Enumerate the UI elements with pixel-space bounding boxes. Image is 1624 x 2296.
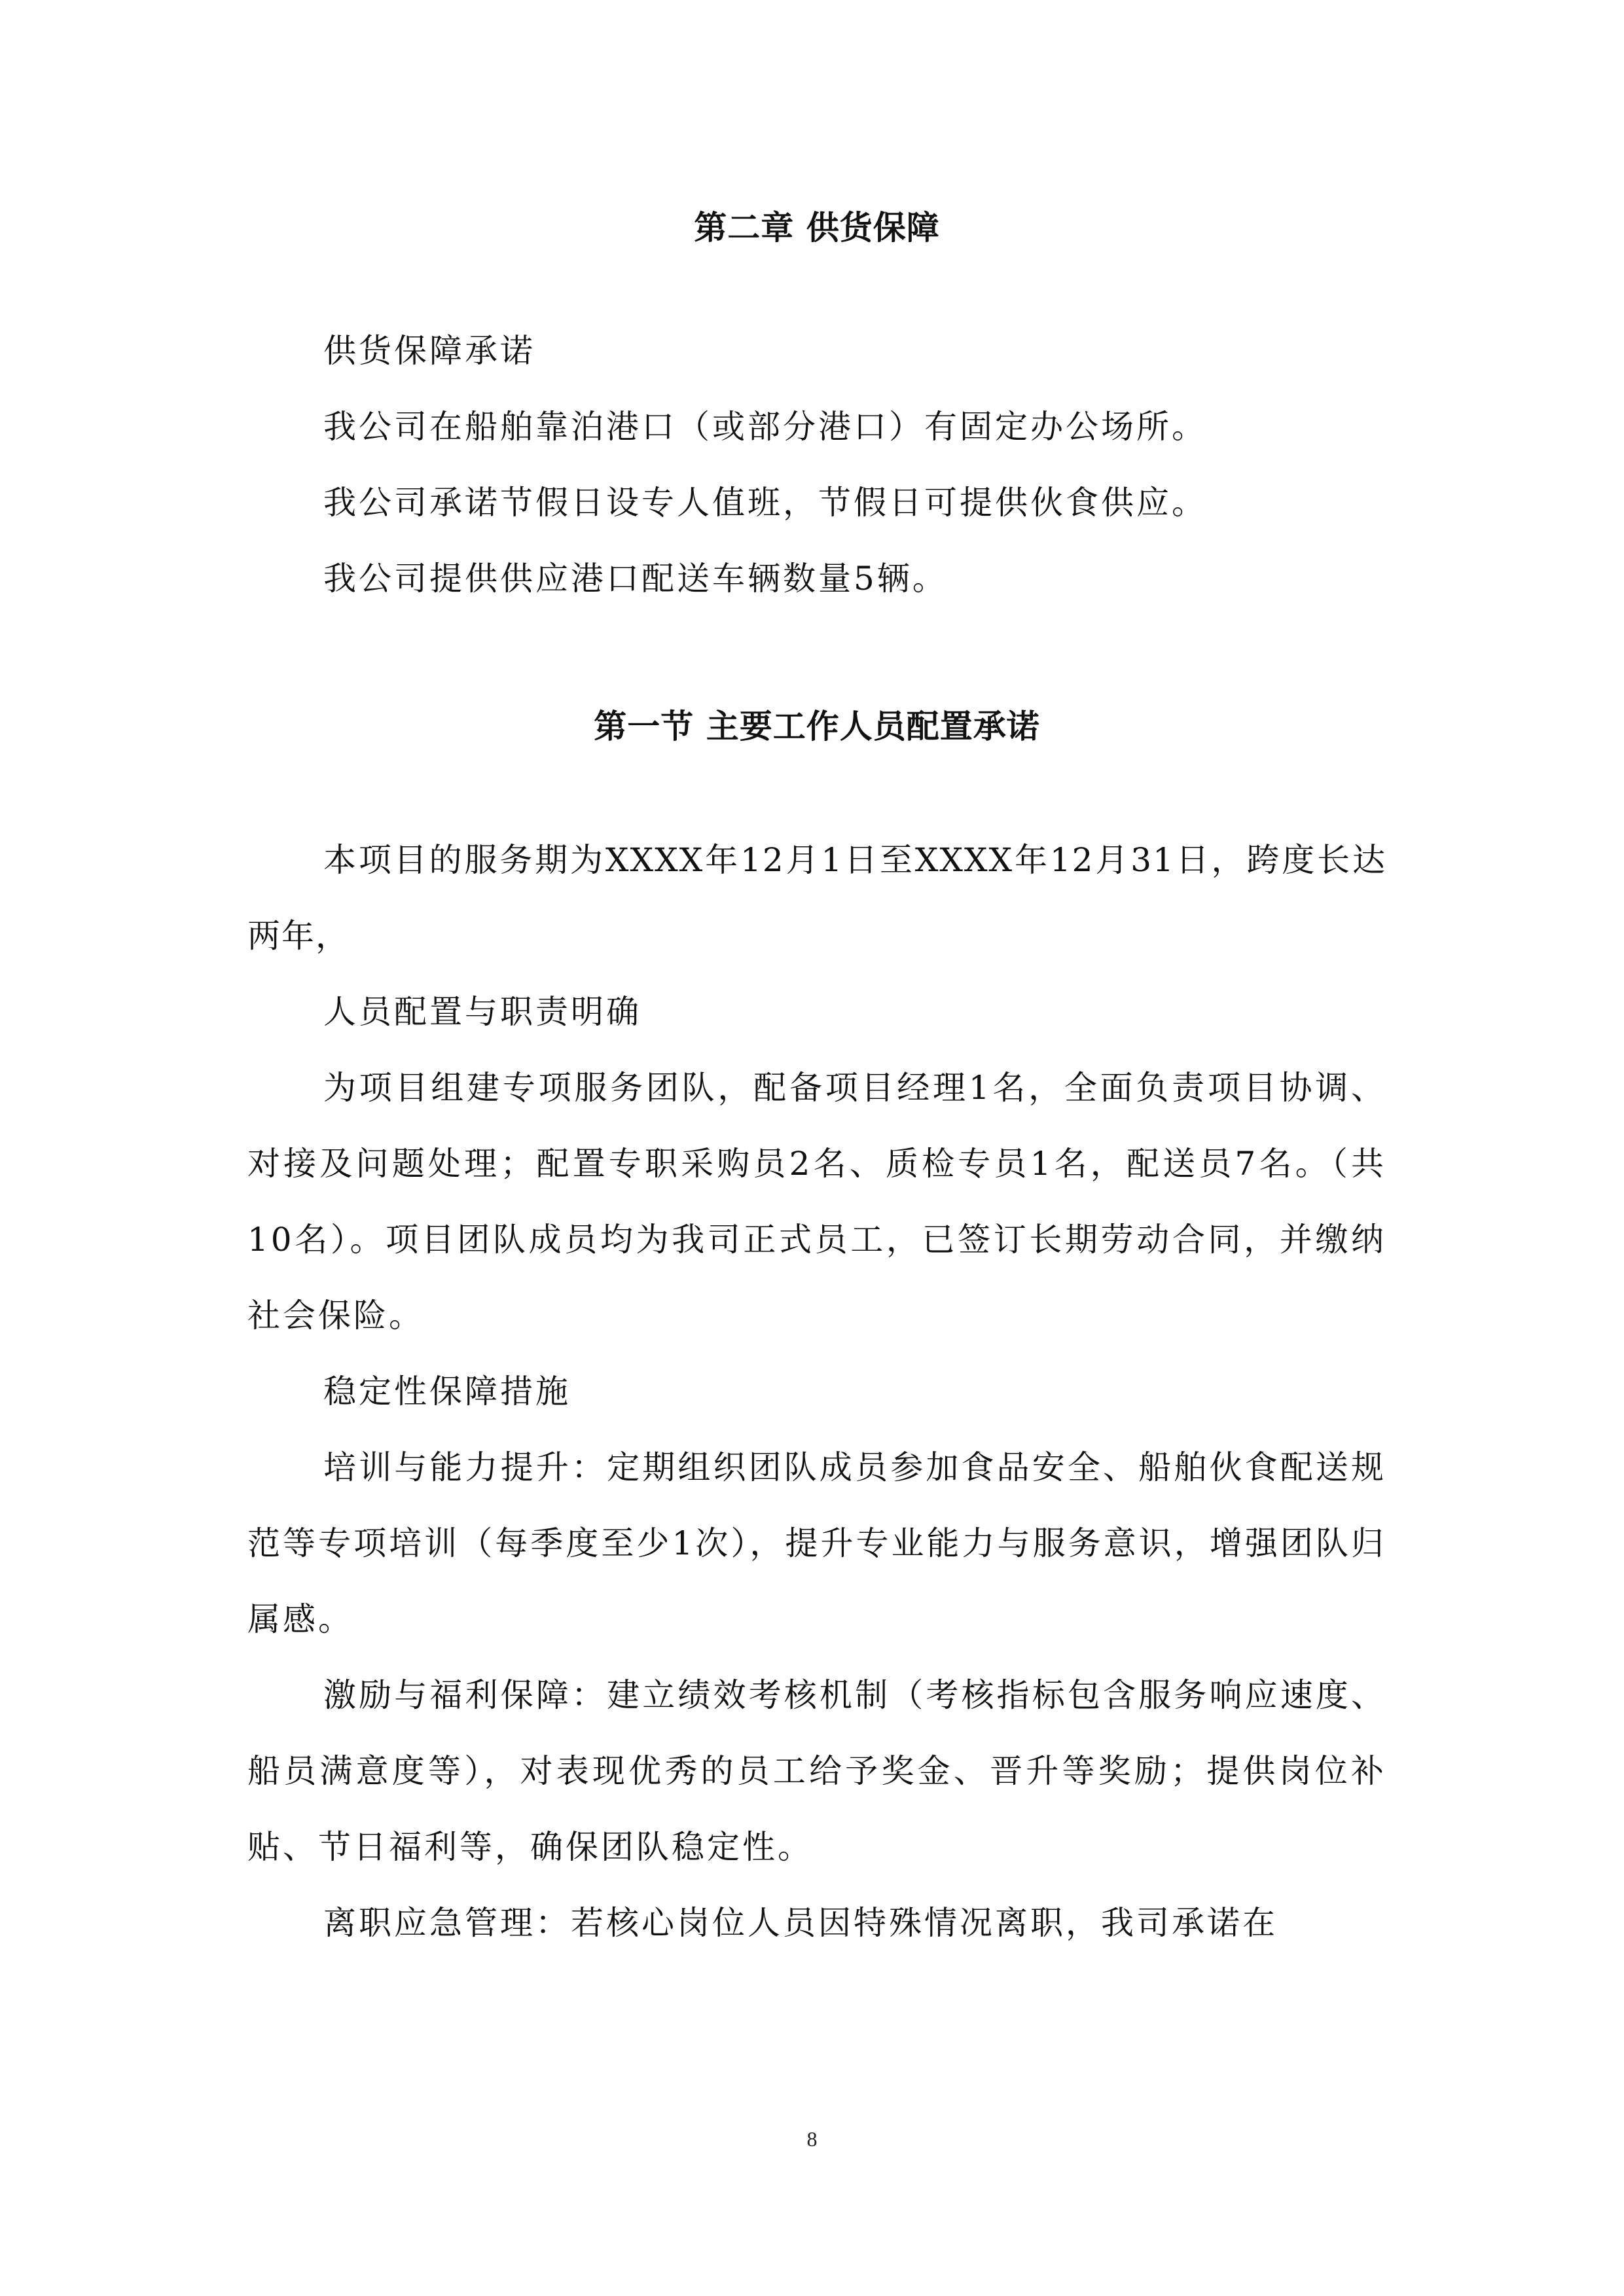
paragraph: 稳定性保障措施 xyxy=(323,1372,571,1410)
page-number: 8 xyxy=(806,2127,818,2151)
paragraph: 激励与福利保障：建立绩效考核机制（考核指标包含服务响应速度、船员满意度等），对表现优秀的员工给予奖金、晋升等奖励；提供岗位补贴、节日福利等，确保团队稳定性。 xyxy=(247,1676,1386,1866)
supply-guarantee-block xyxy=(247,313,1386,617)
paragraph: 供货保障承诺 xyxy=(323,332,535,370)
paragraph: 离职应急管理：若核心岗位人员因特殊情况离职，我司承诺在 xyxy=(323,1904,1278,1942)
paragraph: 人员配置与职责明确 xyxy=(323,993,641,1031)
paragraph: 我公司提供供应港口配送车辆数量5辆。 xyxy=(323,560,948,598)
paragraph: 为项目组建专项服务团队，配备项目经理1名，全面负责项目协调、对接及问题处理；配置专职采购员2名、质检专员1名，配送员7名。（共10名）。项目团队成员均为我司正式员工，已签订长期劳动合同，并缴纳社会保险。 xyxy=(247,1069,1386,1335)
paragraph: 我公司承诺节假日设专人值班，节假日可提供伙食供应。 xyxy=(323,484,1207,522)
staffing-commitment-block xyxy=(247,822,1386,1961)
section-title: 第一节 主要工作人员配置承诺 xyxy=(594,707,1040,745)
paragraph: 我公司在船舶靠泊港口（或部分港口）有固定办公场所。 xyxy=(323,408,1207,446)
chapter-title: 第二章 供货保障 xyxy=(694,208,940,247)
paragraph: 培训与能力提升：定期组织团队成员参加食品安全、船舶伙食配送规范等专项培训（每季度至少1次），提升专业能力与服务意识，增强团队归属感。 xyxy=(247,1448,1386,1638)
paragraph: 本项目的服务期为XXXX年12月1日至XXXX年12月31日，跨度长达两年， xyxy=(247,841,1386,955)
